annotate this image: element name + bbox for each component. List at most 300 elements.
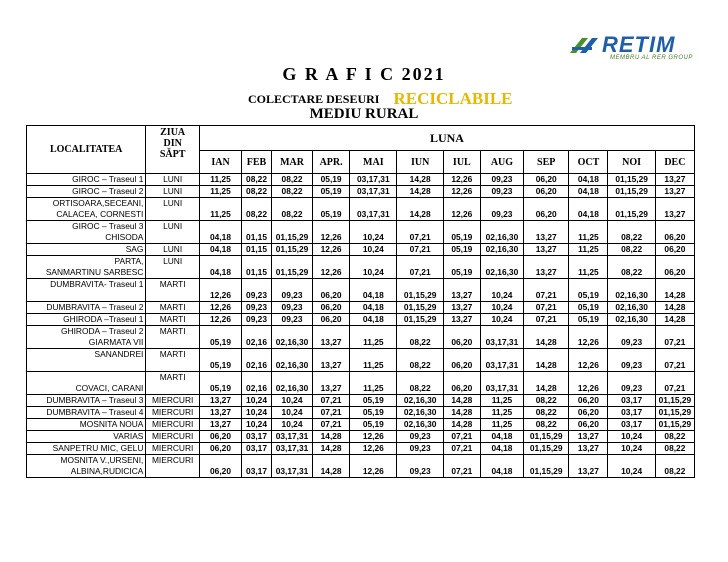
cell-localitate: [27, 443, 146, 455]
cell-ziua: LUNI: [146, 186, 200, 198]
cell-date: 10,24: [608, 443, 655, 455]
cell-date: 04,18: [569, 174, 608, 186]
header-month: SEP: [524, 151, 569, 174]
table-row: [27, 395, 695, 407]
header-ziua: ZIUA DIN SĂPT: [146, 126, 200, 174]
cell-date: 03,17,31: [271, 431, 312, 443]
cell-date: 09,23: [480, 198, 523, 221]
cell-date: 04,18: [569, 186, 608, 198]
table-row: [27, 244, 695, 256]
cell-localitate: [27, 279, 146, 302]
cell-date: 03,17,31: [480, 349, 523, 372]
cell-date: 13,27: [313, 349, 350, 372]
cell-localitate: [27, 302, 146, 314]
subtitle-highlight: RECICLABILE: [393, 89, 513, 108]
localitate-line: SANMARTINU SARBESC: [45, 267, 144, 277]
cell-date: 08,22: [608, 244, 655, 256]
cell-date: 12,26: [350, 443, 397, 455]
cell-date: 13,27: [655, 186, 694, 198]
cell-date: 07,21: [443, 443, 480, 455]
cell-date: 09,23: [271, 302, 312, 314]
cell-date: 06,20: [313, 279, 350, 302]
cell-date: 02,16,30: [608, 302, 655, 314]
cell-date: 09,23: [480, 186, 523, 198]
cell-date: 10,24: [271, 407, 312, 419]
localitate-line: SANPETRU MIC, GELU: [52, 443, 144, 453]
cell-date: 09,23: [608, 372, 655, 395]
cell-date: 01,15,29: [524, 455, 569, 478]
cell-date: 09,23: [608, 326, 655, 349]
table-row: [27, 279, 695, 302]
table-row: [27, 314, 695, 326]
cell-date: 06,20: [313, 302, 350, 314]
cell-localitate: [27, 431, 146, 443]
cell-localitate: [27, 349, 146, 372]
header-month: IUL: [443, 151, 480, 174]
cell-date: 14,28: [655, 279, 694, 302]
cell-date: 04,18: [199, 221, 241, 244]
cell-date: 06,20: [443, 349, 480, 372]
cell-date: 10,24: [350, 244, 397, 256]
cell-date: 01,15,29: [655, 395, 694, 407]
cell-ziua: LUNI: [146, 174, 200, 186]
table-row: [27, 443, 695, 455]
cell-date: 12,26: [199, 302, 241, 314]
cell-localitate: [27, 244, 146, 256]
cell-date: 04,18: [199, 244, 241, 256]
cell-date: 13,27: [569, 443, 608, 455]
cell-date: 01,15: [242, 244, 272, 256]
cell-date: 13,27: [313, 372, 350, 395]
header-month: OCT: [569, 151, 608, 174]
cell-date: 07,21: [313, 395, 350, 407]
cell-date: 06,20: [524, 198, 569, 221]
cell-date: 14,28: [655, 314, 694, 326]
cell-date: 02,16,30: [271, 372, 312, 395]
cell-date: 11,25: [199, 198, 241, 221]
cell-date: 06,20: [655, 221, 694, 244]
cell-date: 04,18: [350, 279, 397, 302]
header-month: APR.: [313, 151, 350, 174]
cell-localitate: [27, 395, 146, 407]
cell-date: 01,15,29: [655, 419, 694, 431]
cell-localitate: [27, 455, 146, 478]
cell-date: 11,25: [480, 407, 523, 419]
cell-date: 06,20: [524, 174, 569, 186]
cell-ziua: LUNI: [146, 221, 200, 244]
cell-date: 14,28: [313, 431, 350, 443]
cell-ziua: MARTI: [146, 326, 200, 349]
cell-date: 01,15,29: [271, 221, 312, 244]
cell-date: 14,28: [524, 326, 569, 349]
cell-date: 11,25: [569, 256, 608, 279]
cell-ziua: MIERCURI: [146, 395, 200, 407]
localitate-line: ORTISOARA,SECEANI,: [52, 198, 144, 208]
cell-date: 11,25: [350, 372, 397, 395]
cell-date: 07,21: [313, 419, 350, 431]
cell-date: 04,18: [350, 302, 397, 314]
cell-date: 13,27: [199, 395, 241, 407]
cell-date: 03,17,31: [350, 186, 397, 198]
cell-date: 07,21: [397, 221, 443, 244]
cell-localitate: [27, 407, 146, 419]
cell-date: 06,20: [569, 419, 608, 431]
localitate-line: VARIAS: [113, 431, 144, 441]
schedule-table: [26, 125, 695, 478]
cell-date: 11,25: [350, 326, 397, 349]
cell-date: 08,22: [242, 186, 272, 198]
cell-date: 03,17: [242, 455, 272, 478]
cell-date: 05,19: [350, 395, 397, 407]
cell-date: 14,28: [524, 372, 569, 395]
localitate-line: COVACI, CARANI: [75, 383, 144, 393]
cell-date: 12,26: [313, 256, 350, 279]
cell-date: 13,27: [443, 302, 480, 314]
localitate-line: MOSNITA V.,URSENI,: [60, 455, 144, 465]
cell-date: 10,24: [271, 419, 312, 431]
cell-date: 02,16,30: [397, 395, 443, 407]
cell-date: 13,27: [524, 244, 569, 256]
cell-date: 01,15,29: [608, 198, 655, 221]
cell-date: 14,28: [655, 302, 694, 314]
cell-date: 12,26: [350, 455, 397, 478]
cell-date: 04,18: [480, 431, 523, 443]
cell-ziua: LUNI: [146, 256, 200, 279]
cell-date: 08,22: [524, 407, 569, 419]
cell-date: 09,23: [242, 279, 272, 302]
cell-date: 02,16,30: [480, 256, 523, 279]
localitate-line: SAG: [125, 244, 144, 254]
cell-localitate: [27, 372, 146, 395]
cell-date: 03,17: [608, 395, 655, 407]
table-row: [27, 326, 695, 349]
cell-date: 03,17: [242, 443, 272, 455]
cell-localitate: [27, 221, 146, 244]
cell-date: 10,24: [480, 314, 523, 326]
cell-date: 14,28: [397, 186, 443, 198]
cell-date: 14,28: [443, 395, 480, 407]
cell-date: 03,17,31: [271, 455, 312, 478]
header-month: AUG: [480, 151, 523, 174]
header-month: MAI: [350, 151, 397, 174]
cell-date: 06,20: [199, 443, 241, 455]
cell-date: 12,26: [443, 186, 480, 198]
table-row: [27, 186, 695, 198]
cell-date: 03,17: [608, 407, 655, 419]
cell-date: 12,26: [313, 221, 350, 244]
cell-date: 09,23: [397, 443, 443, 455]
cell-date: 13,27: [313, 326, 350, 349]
cell-ziua: MIERCURI: [146, 431, 200, 443]
localitate-line: GIROC – Traseul 3: [72, 221, 144, 231]
cell-date: 05,19: [443, 256, 480, 279]
logo-wordmark: RETIM: [602, 32, 676, 57]
cell-date: 01,15,29: [271, 244, 312, 256]
cell-date: 08,22: [271, 186, 312, 198]
cell-date: 08,22: [655, 443, 694, 455]
cell-date: 12,26: [569, 349, 608, 372]
page-subtitle: [248, 88, 513, 108]
cell-date: 11,25: [350, 349, 397, 372]
table-row: [27, 419, 695, 431]
cell-ziua: MIERCURI: [146, 407, 200, 419]
cell-date: 10,24: [242, 395, 272, 407]
cell-date: 07,21: [655, 349, 694, 372]
subtitle-text: COLECTARE DESEURI: [248, 92, 380, 106]
cell-ziua: MARTI: [146, 314, 200, 326]
localitate-line: DUMBRAVITA – Traseul 4: [46, 407, 144, 417]
table-row: [27, 455, 695, 478]
cell-date: 01,15,29: [655, 407, 694, 419]
cell-date: 07,21: [397, 244, 443, 256]
cell-date: 09,23: [397, 455, 443, 478]
cell-date: 13,27: [569, 455, 608, 478]
cell-date: 02,16,30: [480, 244, 523, 256]
cell-localitate: [27, 314, 146, 326]
cell-date: 09,23: [608, 349, 655, 372]
cell-date: 08,22: [242, 198, 272, 221]
cell-date: 08,22: [655, 431, 694, 443]
cell-date: 13,27: [199, 407, 241, 419]
cell-date: 06,20: [199, 431, 241, 443]
cell-date: 06,20: [443, 372, 480, 395]
cell-localitate: [27, 198, 146, 221]
table-row: [27, 407, 695, 419]
page-title: G R A F I C 2021: [282, 64, 446, 84]
cell-date: 04,18: [199, 256, 241, 279]
localitate-line: MOSNITA NOUA: [79, 419, 144, 429]
cell-date: 06,20: [655, 244, 694, 256]
cell-date: 02,16,30: [397, 419, 443, 431]
cell-date: 10,24: [480, 279, 523, 302]
header-month: IUN: [397, 151, 443, 174]
cell-date: 11,25: [199, 174, 241, 186]
cell-date: 05,19: [569, 279, 608, 302]
cell-date: 02,16,30: [608, 314, 655, 326]
cell-ziua: MARTI: [146, 372, 200, 395]
cell-date: 10,24: [480, 302, 523, 314]
header-month: MAR: [271, 151, 312, 174]
cell-date: 13,27: [524, 221, 569, 244]
cell-date: 06,20: [569, 407, 608, 419]
cell-localitate: [27, 256, 146, 279]
cell-date: 08,22: [608, 221, 655, 244]
cell-date: 04,18: [480, 455, 523, 478]
cell-ziua: MARTI: [146, 302, 200, 314]
cell-date: 05,19: [350, 407, 397, 419]
page-subtitle-area: MEDIU RURAL: [309, 106, 419, 122]
cell-date: 06,20: [524, 186, 569, 198]
cell-date: 05,19: [199, 372, 241, 395]
localitate-line: GIROC – Traseul 2: [72, 186, 144, 196]
cell-date: 01,15: [242, 221, 272, 244]
cell-date: 01,15,29: [397, 314, 443, 326]
cell-date: 01,15,29: [608, 186, 655, 198]
cell-date: 07,21: [524, 302, 569, 314]
cell-date: 12,26: [350, 431, 397, 443]
retim-logo: [568, 32, 693, 64]
localitate-line: [29, 290, 143, 301]
cell-date: 03,17,31: [480, 326, 523, 349]
cell-date: 03,17: [242, 431, 272, 443]
cell-date: 01,15: [242, 256, 272, 279]
header-month: FEB: [242, 151, 272, 174]
cell-date: 05,19: [313, 186, 350, 198]
cell-date: 06,20: [313, 314, 350, 326]
cell-date: 06,20: [199, 455, 241, 478]
localitate-line: ALBINA,RUDICICA: [70, 466, 144, 476]
cell-date: 08,22: [271, 174, 312, 186]
cell-date: 05,19: [443, 221, 480, 244]
cell-date: 02,16: [242, 326, 272, 349]
cell-localitate: [27, 186, 146, 198]
cell-date: 07,21: [524, 279, 569, 302]
cell-ziua: MARTI: [146, 349, 200, 372]
cell-date: 02,16,30: [397, 407, 443, 419]
cell-date: 11,25: [480, 395, 523, 407]
cell-date: 07,21: [655, 326, 694, 349]
cell-date: 10,24: [242, 407, 272, 419]
cell-date: 07,21: [313, 407, 350, 419]
cell-date: 12,26: [569, 372, 608, 395]
cell-date: 02,16: [242, 372, 272, 395]
cell-date: 14,28: [443, 419, 480, 431]
localitate-line: DUMBRAVITA – Traseul 2: [46, 302, 144, 312]
cell-date: 08,22: [397, 326, 443, 349]
cell-date: 01,15,29: [524, 443, 569, 455]
cell-date: 03,17: [608, 419, 655, 431]
cell-date: 07,21: [443, 431, 480, 443]
cell-date: 09,23: [271, 314, 312, 326]
cell-date: 12,26: [199, 314, 241, 326]
cell-date: 01,15,29: [608, 174, 655, 186]
cell-date: 07,21: [397, 256, 443, 279]
table-row: [27, 256, 695, 279]
cell-date: 05,19: [313, 198, 350, 221]
cell-date: 11,25: [480, 419, 523, 431]
cell-date: 08,22: [524, 419, 569, 431]
cell-date: 03,17,31: [271, 443, 312, 455]
cell-date: 01,15,29: [397, 279, 443, 302]
cell-date: 12,26: [313, 244, 350, 256]
cell-date: 09,23: [480, 174, 523, 186]
cell-date: 10,24: [350, 256, 397, 279]
cell-date: 08,22: [397, 349, 443, 372]
table-row: [27, 174, 695, 186]
table-row: [27, 431, 695, 443]
cell-date: 07,21: [655, 372, 694, 395]
cell-date: 01,15,29: [524, 431, 569, 443]
cell-date: 14,28: [313, 455, 350, 478]
cell-date: 05,19: [569, 314, 608, 326]
localitate-line: SANANDREI: [94, 349, 144, 359]
cell-date: 13,27: [199, 419, 241, 431]
localitate-line: CHISODA: [105, 232, 144, 242]
header-luna: LUNA: [199, 126, 694, 151]
cell-date: 13,27: [569, 431, 608, 443]
cell-date: 06,20: [569, 395, 608, 407]
cell-date: 08,22: [271, 198, 312, 221]
localitate-line: [29, 372, 143, 383]
cell-date: 08,22: [608, 256, 655, 279]
cell-localitate: [27, 419, 146, 431]
cell-date: 08,22: [242, 174, 272, 186]
cell-date: 05,19: [569, 302, 608, 314]
table-row: [27, 221, 695, 244]
cell-date: 08,22: [655, 455, 694, 478]
cell-ziua: MIERCURI: [146, 419, 200, 431]
cell-date: 10,24: [350, 221, 397, 244]
cell-date: 11,25: [199, 186, 241, 198]
cell-date: 11,25: [569, 244, 608, 256]
cell-date: 05,19: [199, 349, 241, 372]
cell-date: 14,28: [313, 443, 350, 455]
cell-localitate: [27, 174, 146, 186]
cell-date: 12,26: [199, 279, 241, 302]
cell-date: 09,23: [242, 314, 272, 326]
cell-date: 02,16,30: [608, 279, 655, 302]
localitate-line: GIARMATA VII: [88, 337, 144, 347]
table-row: [27, 302, 695, 314]
cell-date: 03,17,31: [350, 174, 397, 186]
cell-date: 04,18: [480, 443, 523, 455]
cell-date: 04,18: [350, 314, 397, 326]
cell-date: 05,19: [199, 326, 241, 349]
cell-date: 13,27: [443, 314, 480, 326]
cell-date: 10,24: [271, 395, 312, 407]
cell-ziua: LUNI: [146, 198, 200, 221]
header-localitate: LOCALITATEA: [27, 126, 146, 174]
cell-date: 03,17,31: [480, 372, 523, 395]
cell-date: 05,19: [350, 419, 397, 431]
cell-date: 02,16,30: [480, 221, 523, 244]
table-row: [27, 372, 695, 395]
cell-date: 10,24: [608, 431, 655, 443]
cell-date: 08,22: [524, 395, 569, 407]
cell-ziua: MIERCURI: [146, 455, 200, 478]
localitate-line: DUMBRAVITA- Traseul 1: [50, 279, 144, 289]
localitate-line: [29, 360, 143, 371]
cell-date: 09,23: [397, 431, 443, 443]
cell-date: 02,16,30: [271, 326, 312, 349]
localitate-line: CALACEA, CORNESTI: [56, 209, 144, 219]
localitate-line: GHIRODA – Traseul 2: [61, 326, 144, 336]
cell-date: 10,24: [242, 419, 272, 431]
cell-date: 14,28: [397, 174, 443, 186]
cell-ziua: MIERCURI: [146, 443, 200, 455]
cell-date: 11,25: [569, 221, 608, 244]
header-month: DEC: [655, 151, 694, 174]
cell-date: 14,28: [524, 349, 569, 372]
cell-date: 10,24: [608, 455, 655, 478]
cell-date: 12,26: [443, 198, 480, 221]
cell-date: 02,16,30: [271, 349, 312, 372]
cell-date: 03,17,31: [350, 198, 397, 221]
cell-date: 01,15,29: [271, 256, 312, 279]
cell-ziua: LUNI: [146, 244, 200, 256]
table-row: [27, 349, 695, 372]
cell-date: 12,26: [569, 326, 608, 349]
cell-date: 12,26: [443, 174, 480, 186]
cell-date: 09,23: [242, 302, 272, 314]
logo-tagline: MEMBRU AL RER GROUP: [610, 55, 693, 61]
table-row: [27, 198, 695, 221]
cell-date: 14,28: [397, 198, 443, 221]
cell-date: 06,20: [655, 256, 694, 279]
cell-ziua: MARTI: [146, 279, 200, 302]
cell-date: 02,16: [242, 349, 272, 372]
cell-date: 06,20: [443, 326, 480, 349]
